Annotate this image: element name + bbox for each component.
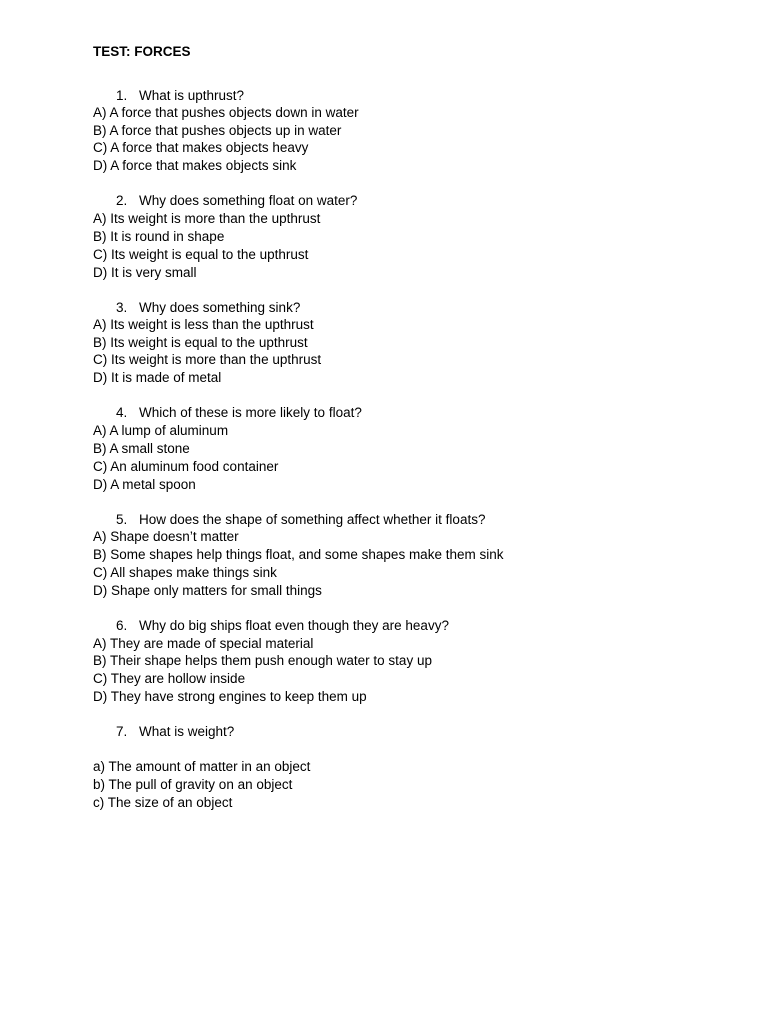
answer-option: B) Their shape helps them push enough water to stay up bbox=[93, 653, 432, 668]
answer-option: A) Shape doesn’t matter bbox=[93, 529, 239, 544]
answer-option: C) All shapes make things sink bbox=[93, 565, 277, 580]
question-number: 1. bbox=[116, 88, 128, 103]
answer-option: D) It is very small bbox=[93, 265, 197, 280]
answer-option: D) It is made of metal bbox=[93, 370, 222, 385]
question-text: Why does something float on water? bbox=[139, 193, 358, 208]
answer-option: B) A small stone bbox=[93, 441, 190, 456]
answer-option: C) They are hollow inside bbox=[93, 671, 246, 686]
answer-option: A) Its weight is less than the upthrust bbox=[93, 317, 314, 332]
answer-option: a) The amount of matter in an object bbox=[93, 759, 311, 774]
question-number: 2. bbox=[116, 193, 128, 208]
answer-option: A) They are made of special material bbox=[93, 636, 314, 651]
answer-option: b) The pull of gravity on an object bbox=[93, 777, 293, 792]
answer-option: C) An aluminum food container bbox=[93, 459, 279, 474]
answer-option: D) Shape only matters for small things bbox=[93, 583, 322, 598]
question-number: 4. bbox=[116, 405, 128, 420]
question-number: 7. bbox=[116, 724, 128, 739]
question-text: How does the shape of something affect whether it floats? bbox=[139, 512, 486, 527]
answer-option: C) Its weight is equal to the upthrust bbox=[93, 247, 309, 262]
answer-option: D) A force that makes objects sink bbox=[93, 158, 297, 173]
answer-option: B) A force that pushes objects up in water bbox=[93, 123, 342, 138]
question-text: What is weight? bbox=[139, 724, 235, 739]
page-title: TEST: FORCES bbox=[93, 44, 191, 59]
answer-option: B) Some shapes help things float, and some shapes make them sink bbox=[93, 547, 504, 562]
question-number: 6. bbox=[116, 618, 128, 633]
answer-option: c) The size of an object bbox=[93, 795, 233, 810]
question-number: 5. bbox=[116, 512, 128, 527]
answer-option: A) A lump of aluminum bbox=[93, 423, 229, 438]
answer-option: A) A force that pushes objects down in water bbox=[93, 105, 359, 120]
answer-option: B) It is round in shape bbox=[93, 229, 225, 244]
answer-option: A) Its weight is more than the upthrust bbox=[93, 211, 321, 226]
answer-option: D) A metal spoon bbox=[93, 477, 196, 492]
question-text: Why do big ships float even though they are heavy? bbox=[139, 618, 449, 633]
answer-option: C) Its weight is more than the upthrust bbox=[93, 352, 322, 367]
answer-option: D) They have strong engines to keep them up bbox=[93, 689, 367, 704]
question-text: Which of these is more likely to float? bbox=[139, 405, 362, 420]
question-text: What is upthrust? bbox=[139, 88, 245, 103]
answer-option: C) A force that makes objects heavy bbox=[93, 140, 309, 155]
question-text: Why does something sink? bbox=[139, 300, 301, 315]
question-number: 3. bbox=[116, 300, 128, 315]
answer-option: B) Its weight is equal to the upthrust bbox=[93, 335, 308, 350]
